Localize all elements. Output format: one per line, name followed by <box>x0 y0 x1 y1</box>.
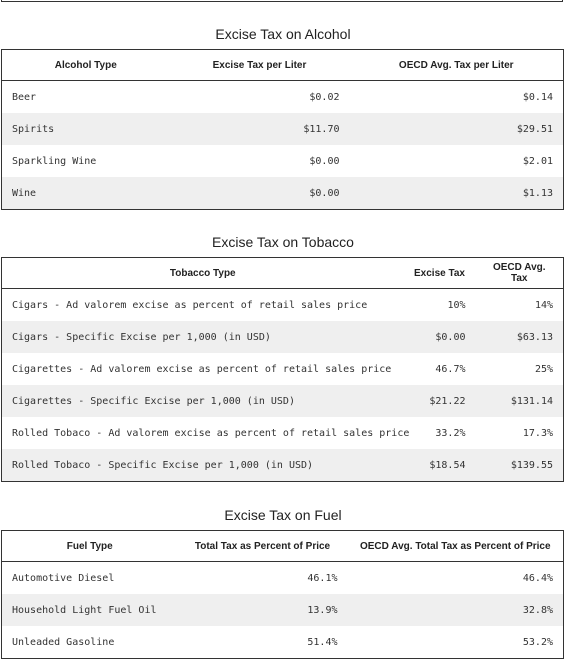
oecd-avg-cell: 17.3% <box>522 427 553 439</box>
table-row <box>2 449 564 482</box>
alcohol-header-row <box>2 50 564 81</box>
oecd-avg-cell: $63.13 <box>476 321 564 353</box>
tobacco-type-cell: Cigars - Specific Excise per 1,000 (in USD) <box>2 321 404 353</box>
excise-tax-cell: 10% <box>447 299 466 311</box>
excise-tax-cell: $0.00 <box>170 177 350 210</box>
table-row <box>2 321 564 353</box>
oecd-avg-cell: 32.8% <box>348 594 564 626</box>
alcohol-tax-table <box>1 49 564 210</box>
tobacco-tax-table <box>1 257 564 482</box>
oecd-avg-cell: $2.01 <box>522 155 553 167</box>
fuel-tax-table <box>1 530 564 659</box>
oecd-avg-cell: 25% <box>534 363 553 375</box>
column-header-oecd-avg-tax-per-liter[interactable]: OECD Avg. Tax per Liter <box>350 50 564 81</box>
tobacco-table-title: Excise Tax on Tobacco <box>212 234 354 250</box>
total-tax-cell: 13.9% <box>178 594 348 626</box>
excise-tax-cell: 33.2% <box>435 427 466 439</box>
fuel-type-cell: Household Light Fuel Oil <box>2 594 178 626</box>
total-tax-cell: 51.4% <box>307 636 338 648</box>
excise-tax-cell: $0.00 <box>309 155 340 167</box>
oecd-avg-cell: $131.14 <box>476 385 564 417</box>
table-row <box>2 81 564 114</box>
excise-tax-cell: $0.02 <box>309 91 340 103</box>
tobacco-type-cell: Cigarettes - Ad valorem excise as percent of retail sales price <box>12 363 392 375</box>
excise-tax-cell: $18.54 <box>404 449 476 482</box>
table-row <box>2 385 564 417</box>
column-header-oecd-avg-tax[interactable]: OECD Avg. Tax <box>476 258 564 289</box>
table-row <box>2 417 564 449</box>
fuel-table-title: Excise Tax on Fuel <box>224 507 342 523</box>
tobacco-type-cell: Cigars - Ad valorem excise as percent of retail sales price <box>12 299 368 311</box>
oecd-avg-cell: 53.2% <box>522 636 553 648</box>
oecd-avg-cell: 46.4% <box>522 572 553 584</box>
table-row <box>2 562 564 595</box>
oecd-avg-cell: $1.13 <box>350 177 564 210</box>
total-tax-cell: 46.1% <box>307 572 338 584</box>
previous-table-bottom-edge <box>1 0 563 2</box>
alcohol-table-title: Excise Tax on Alcohol <box>215 26 351 42</box>
excise-tax-cell: $0.00 <box>404 321 476 353</box>
tobacco-type-cell: Rolled Tobaco - Ad valorem excise as percent of retail sales price <box>12 427 410 439</box>
oecd-avg-cell: $139.55 <box>476 449 564 482</box>
tobacco-type-cell: Cigarettes - Specific Excise per 1,000 (in USD) <box>2 385 404 417</box>
oecd-avg-cell: $29.51 <box>350 113 564 145</box>
table-row <box>2 289 564 322</box>
column-header-excise-tax[interactable]: Excise Tax <box>404 258 476 289</box>
tobacco-header-row <box>2 258 564 289</box>
alcohol-type-cell: Beer <box>12 91 37 103</box>
alcohol-type-cell: Sparkling Wine <box>12 155 97 167</box>
excise-tax-cell: 46.7% <box>435 363 466 375</box>
oecd-avg-cell: $0.14 <box>522 91 553 103</box>
column-header-tobacco-type[interactable]: Tobacco Type <box>2 258 404 289</box>
table-row <box>2 145 564 177</box>
fuel-type-cell: Unleaded Gasoline <box>12 636 115 648</box>
tobacco-type-cell: Rolled Tobaco - Specific Excise per 1,000 (in USD) <box>2 449 404 482</box>
column-header-alcohol-type[interactable]: Alcohol Type <box>2 50 170 81</box>
excise-tax-cell: $21.22 <box>404 385 476 417</box>
column-header-total-tax-percent[interactable]: Total Tax as Percent of Price <box>178 531 348 562</box>
column-header-oecd-avg-total-tax-percent[interactable]: OECD Avg. Total Tax as Percent of Price <box>348 531 564 562</box>
table-row <box>2 113 564 145</box>
alcohol-type-cell: Wine <box>2 177 170 210</box>
excise-tax-cell: $11.70 <box>170 113 350 145</box>
column-header-excise-tax-per-liter[interactable]: Excise Tax per Liter <box>170 50 350 81</box>
column-header-fuel-type[interactable]: Fuel Type <box>2 531 178 562</box>
table-row <box>2 177 564 210</box>
table-row <box>2 353 564 385</box>
table-row <box>2 594 564 626</box>
alcohol-type-cell: Spirits <box>2 113 170 145</box>
oecd-avg-cell: 14% <box>534 299 553 311</box>
fuel-header-row <box>2 531 564 562</box>
fuel-type-cell: Automotive Diesel <box>12 572 115 584</box>
table-row <box>2 626 564 659</box>
